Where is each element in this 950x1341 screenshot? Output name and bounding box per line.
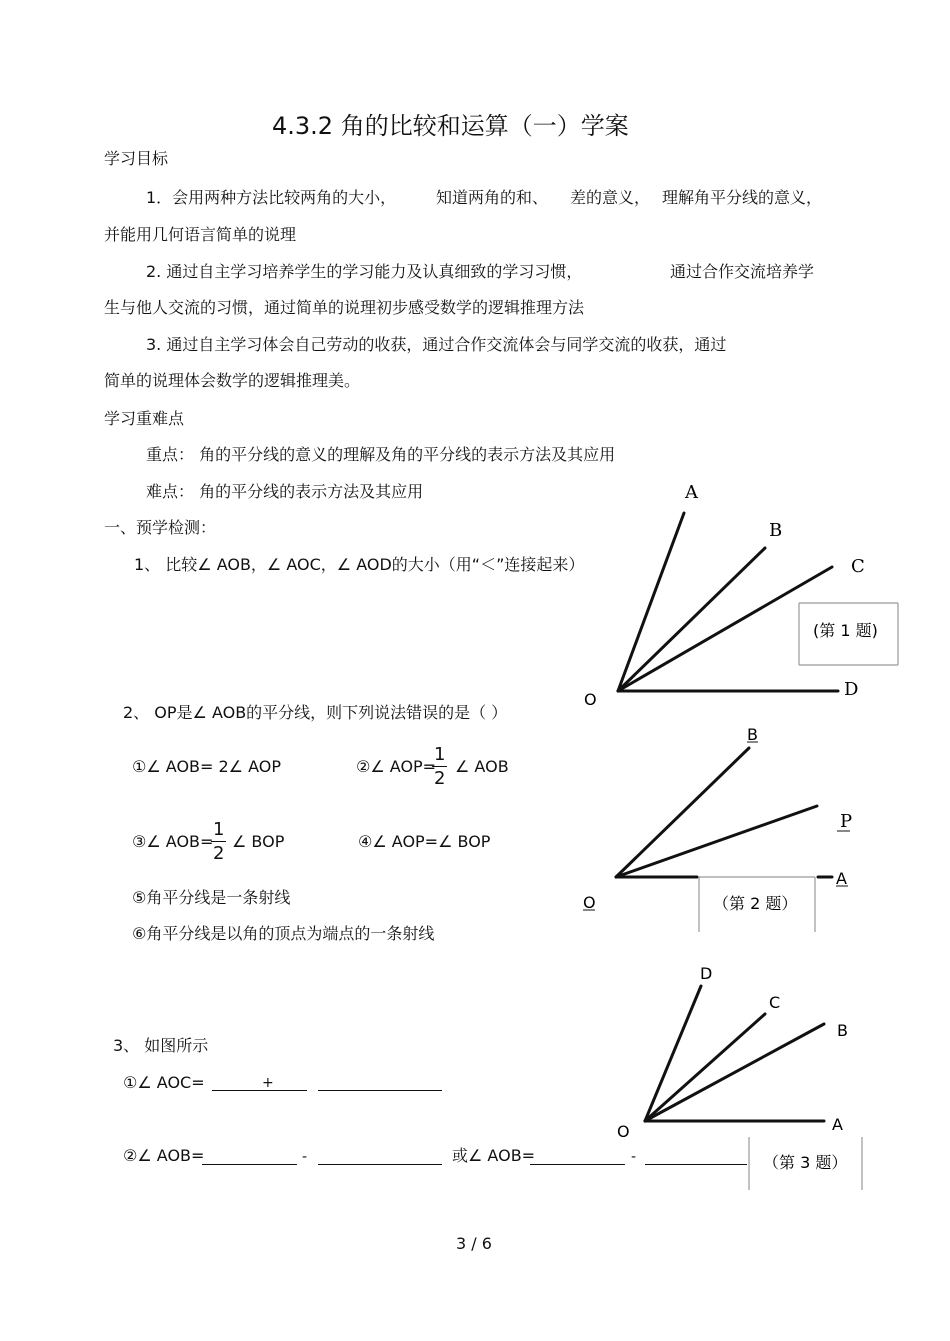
option-6: ⑥角平分线是以角的顶点为端点的一条射线 xyxy=(132,924,435,943)
figure-2-label-b: B xyxy=(747,725,758,744)
ray-oa xyxy=(618,513,684,691)
plus-sign: + xyxy=(262,1075,274,1091)
figure-2-label-o: O xyxy=(583,893,596,912)
objective-1-part-d: 理解角平分线的意义， xyxy=(662,188,823,207)
objective-2-part-a: 2. 通过自主学习培养学生的学习能力及认真细致的学习习惯， xyxy=(146,262,583,281)
question-2: 2、 OP是∠ AOB的平分线，则下列说法错误的是（ ） xyxy=(123,703,508,722)
figure-2-caption: （第 2 题） xyxy=(713,894,798,913)
option-3-suffix: ∠ BOP xyxy=(232,832,285,851)
ray-ob xyxy=(645,1024,824,1121)
fraction-denominator: 2 xyxy=(213,843,225,864)
question-3-part-2-label: ②∠ AOB= xyxy=(123,1146,205,1165)
figure-1-label-c: C xyxy=(851,556,865,577)
objective-1-part-a: 1．会用两种方法比较两角的大小， xyxy=(146,188,397,207)
ray-ob xyxy=(616,748,749,877)
option-2-prefix: ②∠ AOP= xyxy=(356,757,437,776)
figure-3-label-a: A xyxy=(832,1115,843,1134)
figure-3 xyxy=(645,986,824,1121)
figure-3-label-o: O xyxy=(617,1122,630,1141)
objective-3-part-b: 简单的说理体会数学的逻辑推理美。 xyxy=(104,371,361,390)
figure-1 xyxy=(618,513,838,691)
question-3-part-1-label: ①∠ AOC= xyxy=(123,1073,205,1092)
difficult-point: 难点： 角的平分线的表示方法及其应用 xyxy=(146,482,424,501)
page-number: 3 / 6 xyxy=(456,1234,492,1253)
section-heading: 一、预学检测： xyxy=(104,518,217,537)
objective-1-part-b: 知道两角的和、 xyxy=(436,188,549,207)
minus-sign: - xyxy=(631,1149,637,1165)
ray-od xyxy=(645,986,701,1121)
figure-2 xyxy=(616,748,832,877)
figure-3-label-d: D xyxy=(700,964,713,983)
fraction-numerator: 1 xyxy=(213,819,225,840)
fraction-denominator: 2 xyxy=(434,768,446,789)
fraction-numerator: 1 xyxy=(434,744,446,765)
page-title: 4.3.2 角的比较和运算（一）学案 xyxy=(272,112,629,140)
key-point: 重点： 角的平分线的意义的理解及角的平分线的表示方法及其应用 xyxy=(146,445,616,464)
figure-1-caption: (第 1 题) xyxy=(813,621,878,640)
figure-1-label-o: O xyxy=(584,690,597,709)
figure-2-label-p: P xyxy=(840,811,853,832)
minus-sign: - xyxy=(302,1149,308,1165)
figure-3-label-c: C xyxy=(769,993,781,1012)
ray-oc xyxy=(645,1014,765,1121)
question-3-part-2-alt-label: 或∠ AOB= xyxy=(452,1146,536,1165)
option-2-suffix: ∠ AOB xyxy=(455,757,509,776)
option-4: ④∠ AOP=∠ BOP xyxy=(358,832,491,851)
ray-op xyxy=(616,806,817,877)
question-3: 3、 如图所示 xyxy=(113,1036,209,1055)
objective-2-part-c: 生与他人交流的习惯，通过简单的说理初步感受数学的逻辑推理方法 xyxy=(104,298,585,317)
figure-1-label-d: D xyxy=(844,679,859,700)
figure-1-label-b: B xyxy=(769,520,783,541)
figure-1-label-a: A xyxy=(685,482,698,503)
option-1: ①∠ AOB= 2∠ AOP xyxy=(132,757,282,776)
objective-1-part-e: 并能用几何语言简单的说理 xyxy=(104,225,297,244)
option-3-prefix: ③∠ AOB= xyxy=(132,832,214,851)
figure-2-label-a: A xyxy=(836,869,847,888)
objectives-heading: 学习目标 xyxy=(104,149,169,168)
figure-3-label-b: B xyxy=(837,1021,848,1040)
objective-3-part-a: 3. 通过自主学习体会自己劳动的收获，通过合作交流体会与同学交流的收获，通过 xyxy=(146,335,727,354)
figure-3-caption: （第 3 题） xyxy=(763,1153,848,1172)
difficulties-heading: 学习重难点 xyxy=(104,409,185,428)
objective-1-part-c: 差的意义， xyxy=(570,188,651,207)
objective-2-part-b: 通过合作交流培养学 xyxy=(670,262,815,281)
option-5: ⑤角平分线是一条射线 xyxy=(132,888,291,907)
question-1: 1、 比较∠ AOB，∠ AOC，∠ AOD的大小（用“＜”连接起来） xyxy=(134,555,585,574)
